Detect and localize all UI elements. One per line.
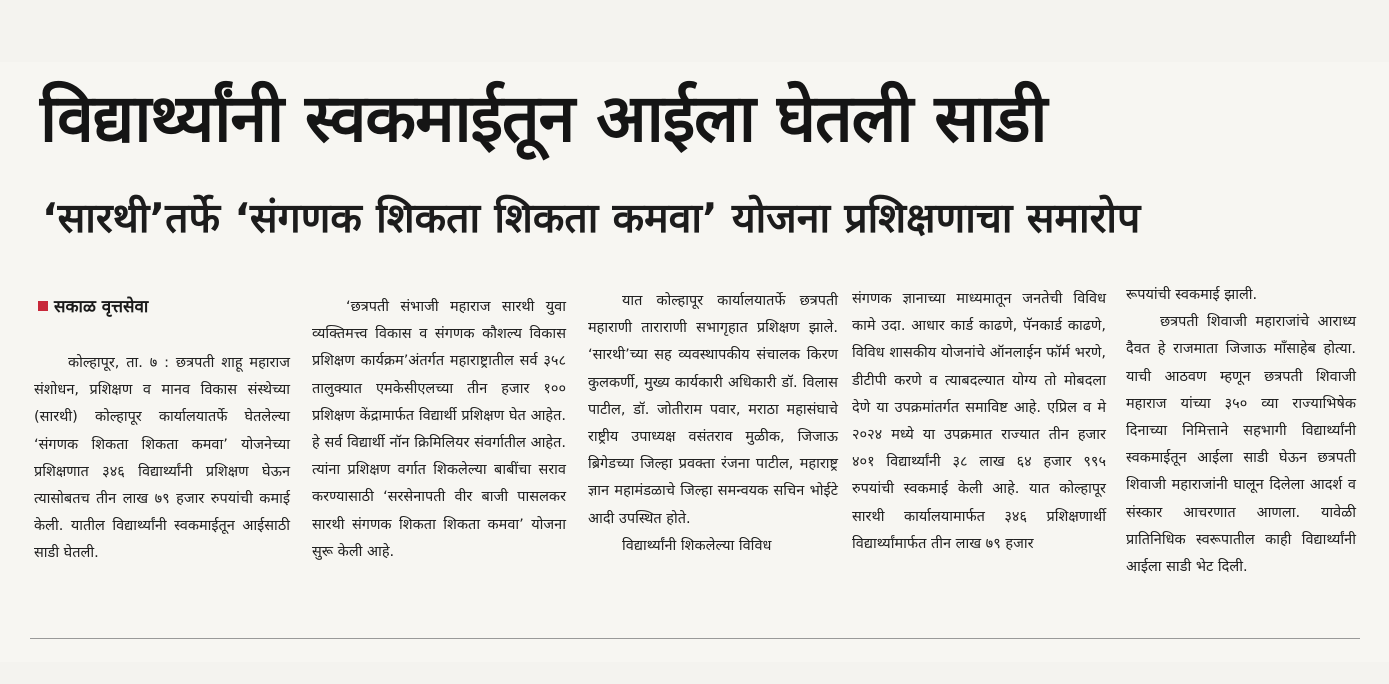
- subheadline: ‘सारथी’तर्फे ‘संगणक शिकता शिकता कमवा’ योजना प्रशिक्षणाचा समारोप: [42, 194, 1141, 242]
- byline-bullet-icon: [38, 301, 48, 311]
- paragraph: विद्यार्थ्यांनी शिकलेल्या विविध: [622, 537, 772, 554]
- article-column-2: [312, 294, 566, 566]
- paragraph: संगणक ज्ञानाच्या माध्यमातून जनतेची विविध कामे उदा. आधार कार्ड काढणे, पॅनकार्ड काढणे, विविध शासकीय योजनांचे ऑनलाईन फॉर्म भरणे, डीटीपी करणे व त्याबदल्यात योग्य तो मोबदला देणे या उपक्रमांतर्गत समाविष्ट आहे. एप्रिल व मे २०२४ मध्ये या उपक्रमात राज्यात तीन हजार ४०१ विद्यार्थ्यांनी ३८ लाख ६४ हजार ९९५ रुपयांची स्वकमाई केली आहे. यात कोल्हापूर सारथी कार्यालयामार्फत ३४६ प्रशिक्षणार्थी विद्यार्थ्यांमार्फत तीन लाख ७९ हजार: [852, 291, 1106, 552]
- byline-text: सकाळ वृत्तसेवा: [54, 297, 149, 317]
- article-column-4: [852, 286, 1106, 558]
- article-column-3: [588, 288, 838, 560]
- bottom-rule: [30, 638, 1360, 639]
- article-column-1: [34, 350, 290, 568]
- paragraph: रूपयांची स्वकमाई झाली.: [1126, 287, 1258, 303]
- paragraph: यात कोल्हापूर कार्यालयातर्फे छत्रपती महाराणी ताराराणी सभागृहात प्रशिक्षण झाले. ‘सारथी’च्या सह व्यवस्थापकीय संचालक किरण कुलकर्णी, मुख्य कार्यकारी अधिकारी डॉ. विलास पाटील, डॉ. जोतीराम पवार, मराठा महासंघाचे राष्ट्रीय उपाध्यक्ष वसंतराव मुळीक, जिजाऊ ब्रिगेडच्या जिल्हा प्रवक्ता रंजना पाटील, महाराष्ट्र ज्ञान महामंडळाचे जिल्हा समन्वयक सचिन भोईटे आदी उपस्थित होते.: [588, 293, 838, 527]
- paragraph: कोल्हापूर, ता. ७ : छत्रपती शाहू महाराज संशोधन, प्रशिक्षण व मानव विकास संस्थेच्या (सारथी) कोल्हापूर कार्यालयातर्फे घेतलेल्या ‘संगणक शिकता शिकता कमवा’ योजनेच्या प्रशिक्षणात ३४६ विद्यार्थ्यांनी प्रशिक्षण घेऊन त्यासोबतच तीन लाख ७९ हजार रुपयांची कमाई केली. यातील विद्यार्थ्यांनी स्वकमाईतून आईसाठी साडी घेतली.: [34, 355, 290, 562]
- paragraph: ‘छत्रपती संभाजी महाराज सारथी युवा व्यक्तिमत्त्व विकास व संगणक कौशल्य विकास प्रशिक्षण कार्यक्रम’अंतर्गत महाराष्ट्रातील सर्व ३५८ तालुक्यात एमकेसीएलच्या तीन हजार १०० प्रशिक्षण केंद्रामार्फत विद्यार्थी प्रशिक्षण घेत आहेत. हे सर्व विद्यार्थी नॉन क्रिमिलियर संवर्गातील आहेत. त्यांना प्रशिक्षण वर्गात शिकलेल्या बाबींचा सराव करण्यासाठी ‘सरसेनापती वीर बाजी पासलकर सारथी संगणक शिकता शिकता कमवा’ योजना सुरू केली आहे.: [312, 299, 566, 560]
- paragraph: छत्रपती शिवाजी महाराजांचे आराध्य दैवत हे राजमाता जिजाऊ माँसाहेब होत्या. याची आठवण म्हणून छत्रपती शिवाजी महाराज यांच्या ३५० व्या राज्याभिषेक दिनाच्या निमित्ताने सहभागी विद्यार्थ्यांनी स्वकमाईतून आईला साडी घेऊन छत्रपती शिवाजी महाराजांनी घालून दिलेला आदर्श व संस्कार आचरणात आणला. यावेळी प्रातिनिधिक स्वरूपातील काही विद्यार्थ्यांनी आईला साडी भेट दिली.: [1126, 314, 1356, 576]
- article-column-5: [1126, 282, 1356, 581]
- byline: [38, 294, 148, 317]
- headline: विद्यार्थ्यांनी स्वकमाईतून आईला घेतली साडी: [40, 80, 1047, 157]
